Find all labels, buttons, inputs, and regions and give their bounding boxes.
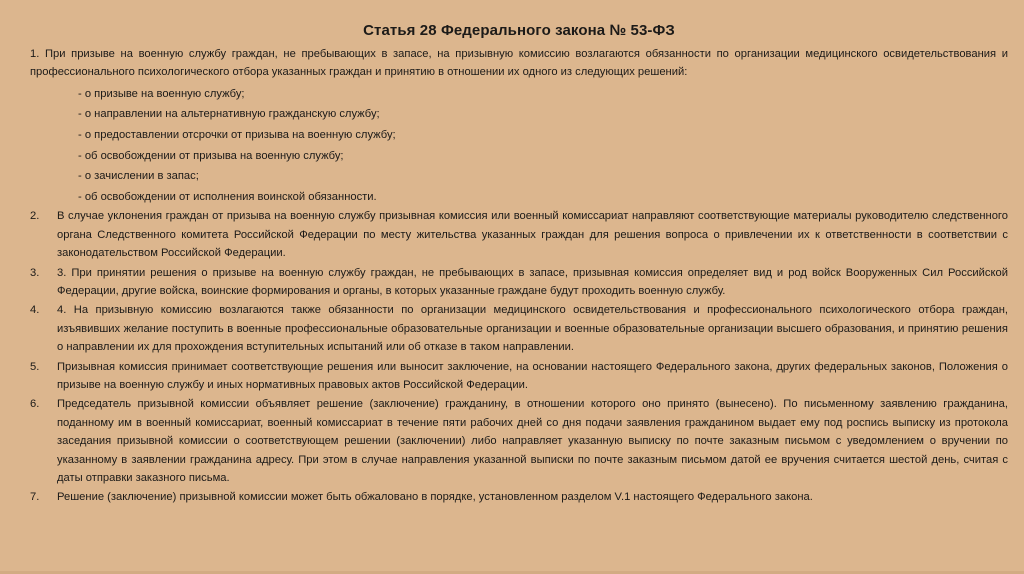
numbered-item-5 <box>30 358 1008 395</box>
list-item: - о предоставлении отсрочки от призыва на военную службу; <box>78 129 396 141</box>
list-item: - об освобождении от призыва на военную службу; <box>78 149 344 162</box>
item-number: 5. <box>30 360 40 373</box>
list-item: - о призыве на военную службу; <box>78 87 245 100</box>
item-number: 2. <box>30 210 40 223</box>
item-text: Призывная комиссия принимает соответствующие решения или выносит заключение, на основании настоящего Федерального закона, других федеральных законов, Положения о призыве на военную службу и иных нормативных правовых актов Российской Федерации. <box>57 360 1008 392</box>
page-title: Статья 28 Федерального закона № 53-ФЗ <box>363 22 675 39</box>
numbered-item-4 <box>30 301 1008 356</box>
decisions-list <box>30 84 1008 208</box>
numbered-item-6 <box>30 395 1008 487</box>
item-text: 3. При принятии решения о призыве на военную службу граждан, не пребывающих в запасе, призывная комиссия определяет вид и род войск Вооруженных Сил Российской Федерации, другие войска, воинские формирования и органы, в которых указанные граждане будут проходить военную службу. <box>57 266 1008 297</box>
item-text: Председатель призывной комиссии объявляет решение (заключение) гражданину, в отношении которого оно принято (вынесено). По письменному заявлению гражданина, поданному им в военный комиссариат, военный комиссариат в течение пяти рабочих дней со дня подачи заявления гражданином выдает ему под роспись выписку из протокола заседания призывной комиссии о соответствующем решении (заключении) либо направляет указанную выписку по почте заказным письмом с уведомлением о вручении по указанному в заявлении гражданина адресу. При этом в случае направления указанной выписки по почте заказным письмом датой ее вручения считается шестой день, считая с даты отправки заказного письма. <box>57 398 1008 485</box>
article-content <box>30 45 1008 507</box>
list-item: - об освобождении от исполнения воинской обязанности. <box>78 190 377 203</box>
paragraph-1: 1. При призыве на военную службу граждан, не пребывающих в запасе, на призывную комиссию возлагаются обязанности по организации медицинского освидетельствования и профессионального психологического отбора указанных граждан и принятию в отношении их одного из следующих решений: <box>30 48 1008 79</box>
item-text: В случае уклонения граждан от призыва на военную службу призывная комиссия или военный комиссариат направляют соответствующие материалы руководителю следственного органа Следственного комитета Российской Федерации по месту жительства указанных граждан для решения вопроса о привлечении их к ответственности в соответствии с законодательством Российской Федерации. <box>57 210 1008 260</box>
item-number: 4. <box>30 304 40 317</box>
numbered-item-3 <box>30 264 1008 301</box>
numbered-item-7 <box>30 488 1008 506</box>
item-text: Решение (заключение) призывной комиссии может быть обжаловано в порядке, установленном разделом V.1 настоящего Федерального закона. <box>57 491 813 504</box>
item-number: 6. <box>30 398 40 411</box>
item-number: 3. <box>30 266 40 279</box>
item-text: 4. На призывную комиссию возлагаются также обязанности по организации медицинского освидетельствования и профессионального психологического отбора граждан, изъявивших желание поступить в военные профессиональные образовательные организации и военные образовательные организации высшего образования, и принятию решения о направлении их для прохождения вступительных испытаний или об отказе в таком направлении. <box>57 304 1008 354</box>
item-number: 7. <box>30 491 40 504</box>
list-item: - о зачислении в запас; <box>78 170 199 183</box>
list-item: - о направлении на альтернативную гражданскую службу; <box>78 108 380 121</box>
numbered-item-2 <box>30 207 1008 262</box>
